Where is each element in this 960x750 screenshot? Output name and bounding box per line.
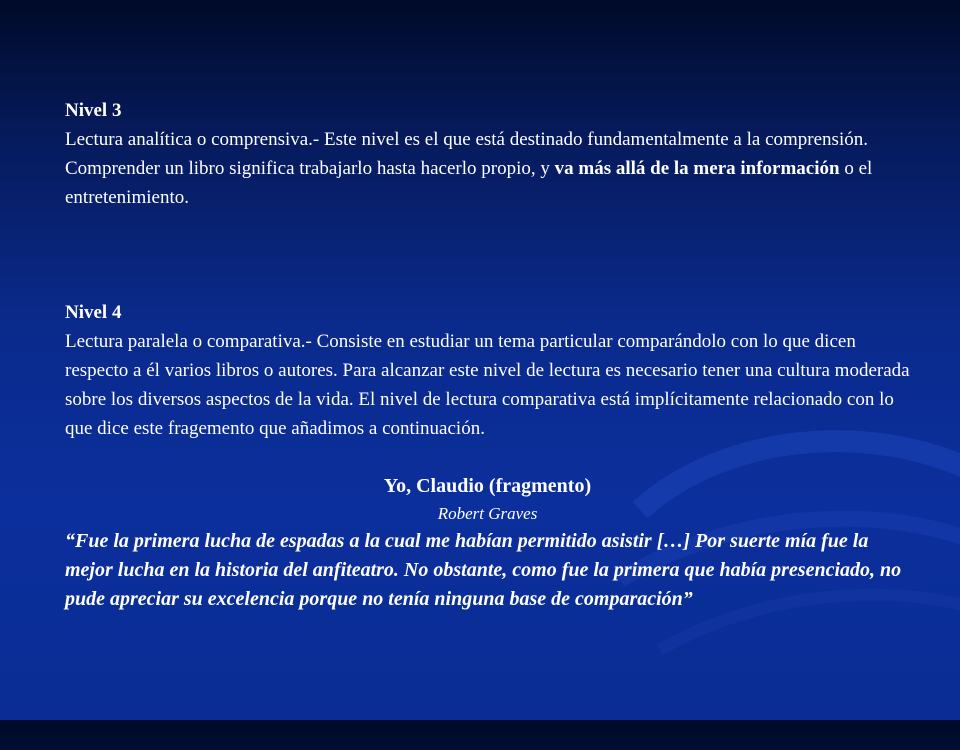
level3-paragraph: [65, 125, 910, 212]
level3-heading: Nivel 3: [65, 100, 122, 121]
excerpt-quote: “Fue la primera lucha de espadas a la cual me habían permitido asistir […] Por suerte mía fue la mejor lucha en la historia del anfiteatro. No obstante, como fue la primera que había presenciado, no pude apreciar su excelencia porque no tenía ninguna base de comparación”: [65, 530, 902, 610]
level4-paragraph: Lectura paralela o comparativa.- Consiste en estudiar un tema particular comparándolo con lo que dicen respecto a él varios libros o autores. Para alcanzar este nivel de lectura es necesario tener una cultura moderada sobre los diversos aspectos de la vida. El nivel de lectura comparativa está implícitamente relacionado con lo que dice este fragemento que añadimos a continuación.: [65, 331, 910, 439]
level3-text-bold: va más allá de la mera información: [554, 158, 840, 179]
excerpt-author: Robert Graves: [437, 504, 538, 523]
level3-text-a: Lectura analítica o comprensiva.- Este nivel es el que está destinado fundamentalmente a la comprensión. Comprender un libro significa trabajarlo hasta hacerlo propio, y: [65, 129, 868, 179]
slide-content: [65, 96, 910, 614]
level3-text-b: o el entretenimiento.: [65, 158, 873, 208]
level4-heading: Nivel 4: [65, 302, 122, 323]
excerpt-title: Yo, Claudio (fragmento): [383, 475, 592, 497]
